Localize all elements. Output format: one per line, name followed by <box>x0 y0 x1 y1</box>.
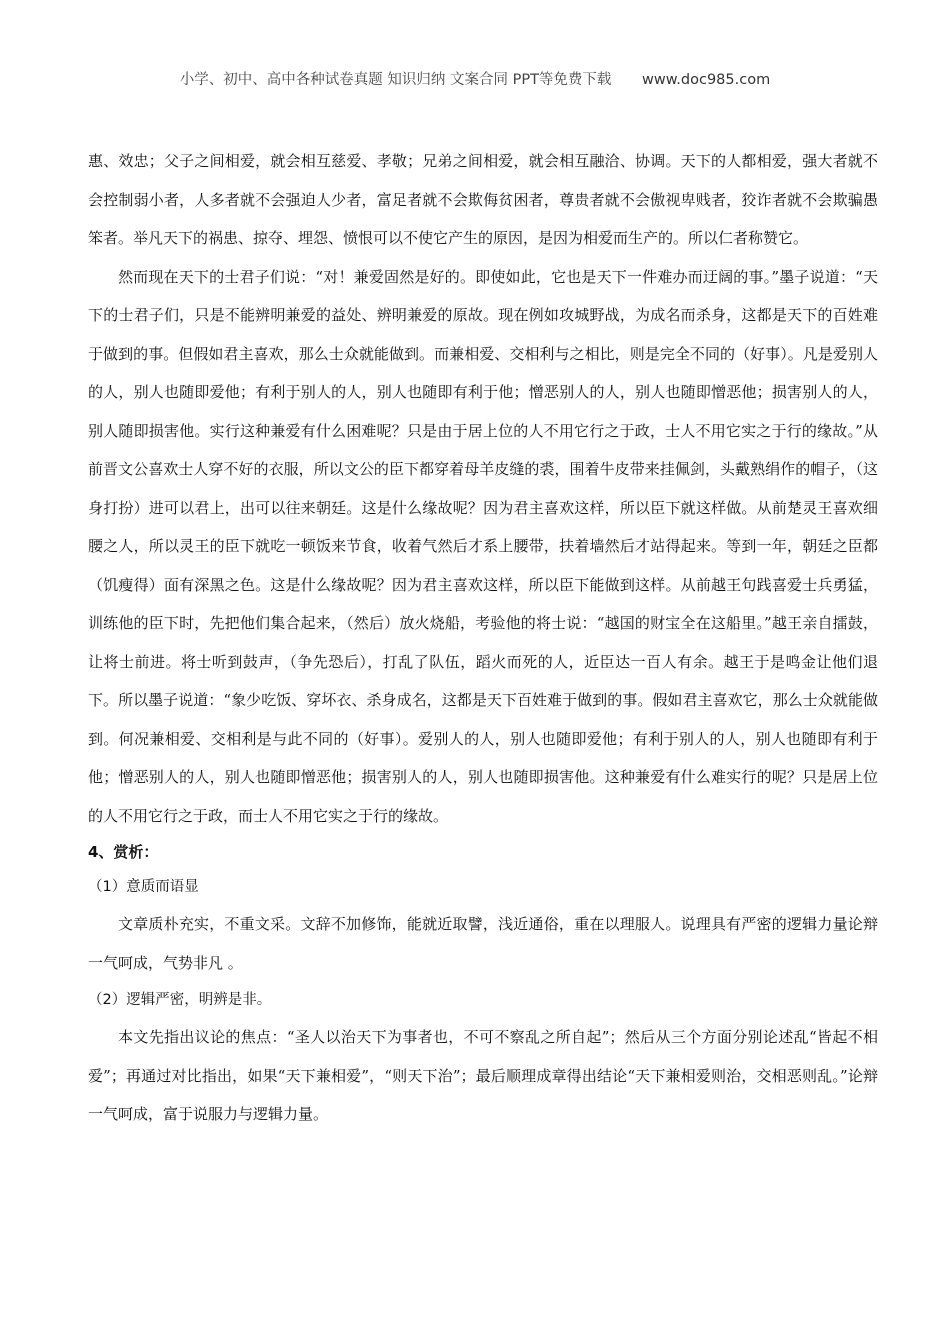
subsection-2-text: 本文先指出议论的焦点：“圣人以治天下为事者也，不可不察乱之所自起”；然后从三个方面分别论述乱“皆起不相爱”；再通过对比指出，如果“天下兼相爱”，“则天下治”；最后顺理成章得出结论“天下兼相爱则治，交相恶则乱。”论辩一气呵成，富于说服力与逻辑力量。 <box>88 1028 878 1123</box>
subsection-1-title: （1）意质而语显 <box>88 879 199 895</box>
paragraph-1: 惠、效忠；父子之间相爱，就会相互慈爱、孝敬；兄弟之间相爱，就会相互融洽、协调。天下的人都相爱，强大者就不会控制弱小者，人多者就不会强迫人少者，富足者就不会欺侮贫困者，尊贵者就不会傲视卑贱者，狡诈者就不会欺骗愚笨者。举凡天下的祸患、掠夺、埋怨、愤恨可以不使它产生的原因，是因为相爱而生产的。所以仁者称赞它。 <box>88 152 878 247</box>
document-body <box>88 142 878 1134</box>
header-text: 小学、初中、高中各种试卷真题 知识归纳 文案合同 PPT等免费下载 <box>179 72 612 88</box>
page-header <box>0 68 950 89</box>
subsection-1-text: 文章质朴充实，不重文采。文辞不加修饰，能就近取譬，浅近通俗，重在以理服人。说理具有严密的逻辑力量论辩一气呵成，气势非凡 。 <box>88 915 878 972</box>
paragraph-2: 然而现在天下的士君子们说：“对！兼爱固然是好的。即使如此，它也是天下一件难办而迂阔的事。”墨子说道：“天下的士君子们，只是不能辨明兼爱的益处、辨明兼爱的原故。现在例如攻城野战，为成名而杀身，这都是天下的百姓难于做到的事。但假如君主喜欢，那么士众就能做到。而兼相爱、交相利与之相比，则是完全不同的（好事）。凡是爱别人的人，别人也随即爱他；有利于别人的人，别人也随即有利于他；憎恶别人的人，别人也随即憎恶他；损害别人的人，别人随即损害他。实行这种兼爱有什么困难呢？只是由于居上位的人不用它行之于政，士人不用它实之于行的缘故。”从前晋文公喜欢士人穿不好的衣服，所以文公的臣下都穿着母羊皮缝的裘，围着牛皮带来挂佩剑，头戴熟绢作的帽子，（这身打扮）进可以君上，出可以往来朝廷。这是什么缘故呢？因为君主喜欢这样，所以臣下就这样做。从前楚灵王喜欢细腰之人，所以灵王的臣下就吃一顿饭来节食，收着气然后才系上腰带，扶着墙然后才站得起来。等到一年，朝廷之臣都（饥瘦得）面有深黑之色。这是什么缘故呢？因为君主喜欢这样，所以臣下能做到这样。从前越王句践喜爱士兵勇猛，训练他的臣下时，先把他们集合起来，（然后）放火烧船，考验他的将士说：“越国的财宝全在这船里。”越王亲自擂鼓，让将士前进。将士听到鼓声，（争先恐后），打乱了队伍，蹈火而死的人，近臣达一百人有余。越王于是鸣金让他们退下。所以墨子说道：“象少吃饭、穿坏衣、杀身成名，这都是天下百姓难于做到的事。假如君主喜欢它，那么士众就能做到。何况兼相爱、交相利是与此不同的（好事）。爱别人的人，别人也随即爱他；有利于别人的人，别人也随即有利于他；憎恶别人的人，别人也随即憎恶他；损害别人的人，别人也随即损害他。这种兼爱有什么难实行的呢？只是居上位的人不用它行之于政，而士人不用它实之于行的缘故。 <box>88 267 878 825</box>
header-url[interactable]: www.doc985.com <box>642 72 771 88</box>
subsection-2-title: （2）逻辑严密，明辨是非。 <box>88 992 272 1008</box>
section-4-heading: 4、赏析： <box>88 843 159 861</box>
